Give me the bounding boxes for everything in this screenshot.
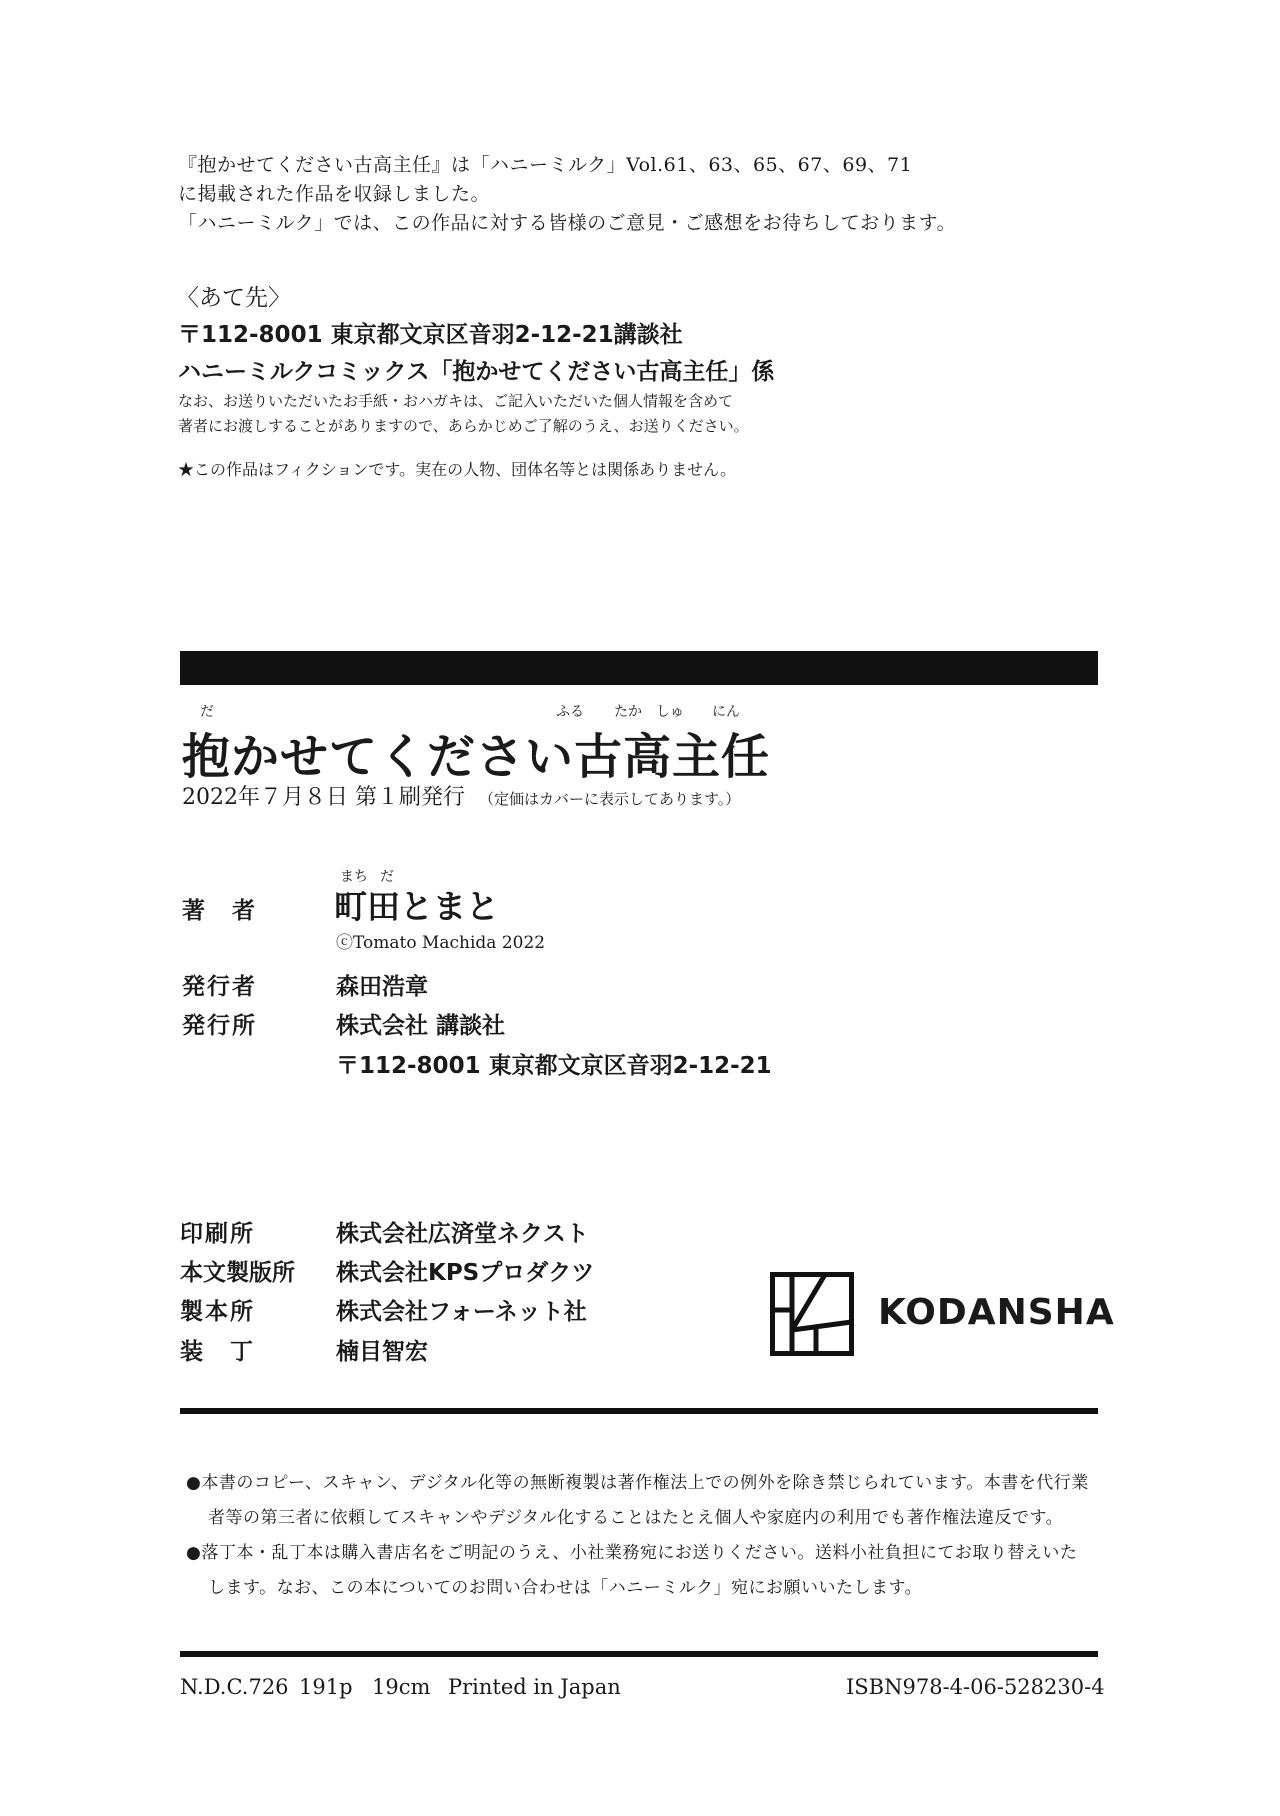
address-line-1: 〒112-8001 東京都文京区音羽2-12-21講談社	[178, 322, 683, 348]
pub-date-text: 2022年７月８日 第１刷発行	[182, 785, 465, 810]
book-title: 抱かせてください古高主任	[182, 729, 771, 785]
publication-date	[182, 780, 740, 811]
fiction-disclaimer: ★この作品はフィクションです。実在の人物、団体名等とは関係ありません。	[178, 460, 737, 479]
title-ruby-da: だ	[200, 704, 214, 720]
copyright: ⓒTomato Machida 2022	[336, 933, 546, 953]
design-label: 装 丁	[180, 1339, 255, 1365]
address-heading: 〈あて先〉	[176, 285, 291, 311]
title-ruby-furu: ふる	[556, 704, 584, 720]
legal-line-1: ●本書のコピー、スキャン、デジタル化等の無断複製は著作権法上での例外を除き禁じられています。本書を代行業	[186, 1473, 1089, 1493]
section-divider-bottom	[180, 1651, 1098, 1657]
author-label: 著 者	[182, 898, 257, 924]
legal-line-4: します。なお、この本についてのお問い合わせは「ハニーミルク」宛にお願いいたします。	[208, 1578, 923, 1598]
privacy-line-1: なお、お送りいただいたお手紙・おハガキは、ご記入いただいた個人情報を含めて	[178, 392, 734, 410]
designer: 楠目智宏	[336, 1339, 428, 1365]
publisher-label: 発行所	[182, 1013, 257, 1039]
notice-line-3: 「ハニーミルク」では、この作品に対する皆様のご意見・ご感想をお待ちしております。	[178, 212, 957, 234]
publisher-address: 〒112-8001 東京都文京区音羽2-12-21	[336, 1053, 772, 1079]
title-ruby-taka: たか	[614, 704, 642, 720]
publisher-person: 森田浩章	[336, 974, 428, 1000]
footer-pages: 191p	[299, 1675, 353, 1699]
author-ruby-da: だ	[380, 869, 394, 885]
author-ruby-machi: まち	[340, 869, 368, 885]
legal-line-3: ●落丁本・乱丁本は購入書店名をご明記のうえ、小社業務宛にお送りください。送料小社負担にてお取り替えいた	[186, 1543, 1078, 1563]
price-note: （定価はカバーに表示してあります。）	[478, 790, 741, 808]
kodansha-mark-icon	[770, 1272, 854, 1356]
section-divider-middle	[180, 1408, 1098, 1414]
binder-label: 製本所	[180, 1299, 255, 1325]
footer-printed: Printed in Japan	[448, 1675, 621, 1699]
section-divider-top	[180, 651, 1098, 685]
notice-line-1: 『抱かせてください古高主任』は「ハニーミルク」Vol.61、63、65、67、69、71	[178, 154, 913, 176]
plate-maker: 株式会社KPSプロダクツ	[336, 1260, 595, 1286]
printer: 株式会社広済堂ネクスト	[336, 1221, 589, 1247]
plate-label: 本文製版所	[180, 1260, 295, 1286]
title-ruby-nin: にん	[712, 704, 740, 720]
kodansha-wordmark: KODANSHA	[878, 1292, 1115, 1333]
publisher-person-label: 発行者	[182, 974, 257, 1000]
privacy-line-2: 著者にお渡しすることがありますので、あらかじめご了解のうえ、お送りください。	[178, 417, 749, 435]
publisher: 株式会社 講談社	[336, 1013, 506, 1039]
address-line-2: ハニーミルクコミックス「抱かせてください古高主任」係	[178, 359, 775, 385]
title-ruby-shu: しゅ	[656, 704, 684, 720]
footer-ndc: N.D.C.726	[180, 1675, 289, 1699]
author-name: 町田とまと	[334, 887, 499, 926]
footer-size: 19cm	[372, 1675, 431, 1699]
printer-label: 印刷所	[180, 1221, 255, 1247]
footer-isbn: ISBN978-4-06-528230-4	[846, 1675, 1105, 1699]
legal-line-2: 者等の第三者に依頼してスキャンやデジタル化することはたとえ個人や家庭内の利用でも著作権法違反です。	[208, 1508, 1064, 1528]
notice-line-2: に掲載された作品を収録しました。	[178, 183, 491, 205]
kodansha-logo	[770, 1272, 854, 1360]
binder: 株式会社フォーネット社	[336, 1299, 587, 1325]
